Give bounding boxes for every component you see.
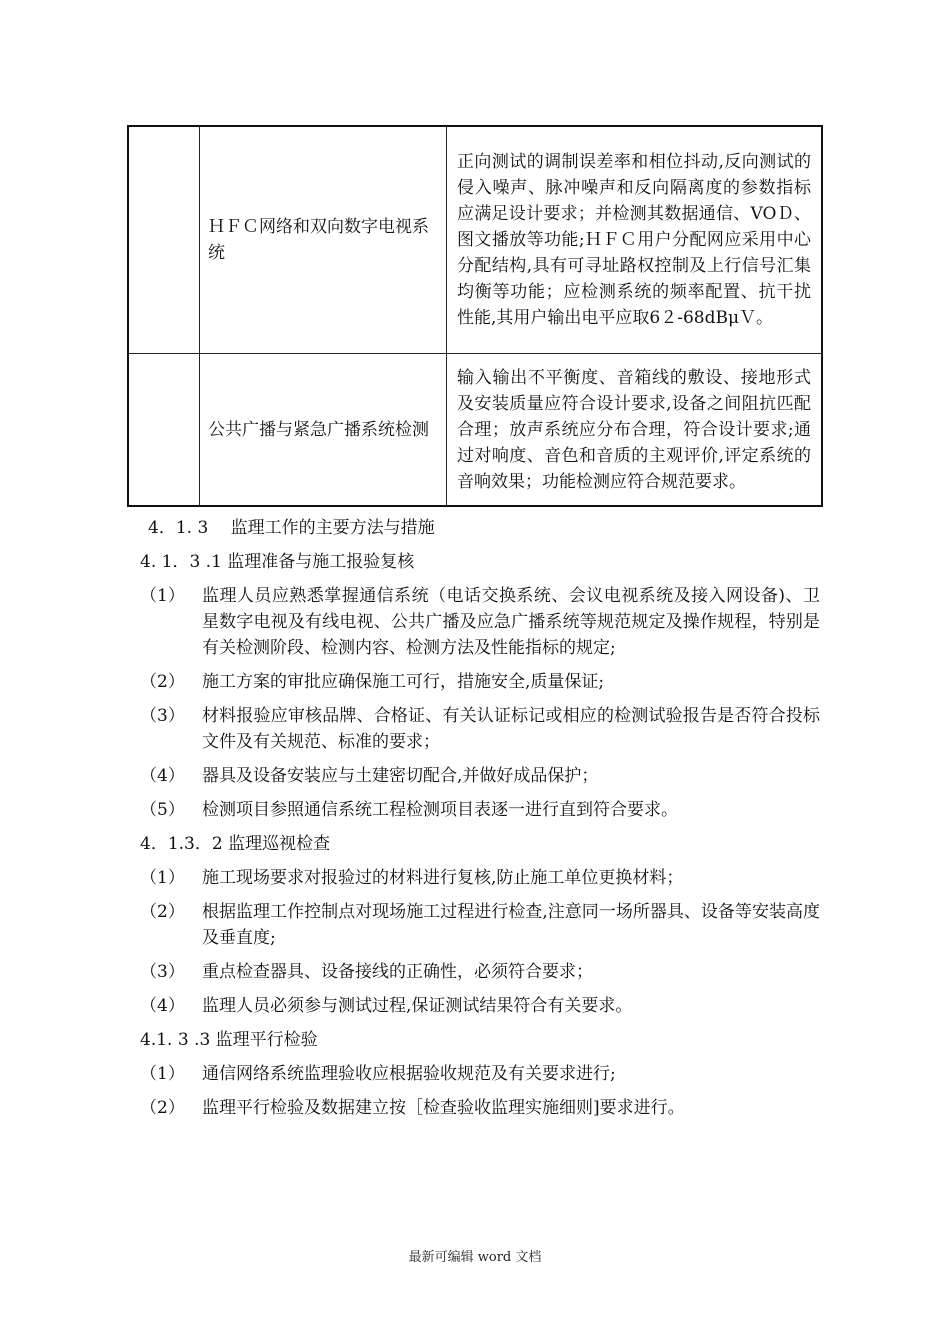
list-number: （3） xyxy=(140,962,185,982)
list-item xyxy=(140,865,820,891)
list-item xyxy=(140,1061,820,1087)
list-number: （1） xyxy=(140,1064,185,1084)
list-item xyxy=(140,669,820,695)
list-number: （5） xyxy=(140,800,185,820)
list-item xyxy=(140,959,820,985)
list-text: 施工方案的审批应确保施工可行，措施安全,质量保证; xyxy=(202,672,605,692)
table-row xyxy=(128,354,822,507)
list-item xyxy=(140,583,820,661)
list-text: 器具及设备安装应与土建密切配合,并做好成品保护； xyxy=(202,766,599,786)
table-row xyxy=(128,126,822,354)
list-text: 监理平行检验及数据建立按［检查验收监理实施细则]要求进行。 xyxy=(202,1098,685,1118)
document-body xyxy=(140,515,820,1129)
table-cell-blank xyxy=(128,126,200,354)
list-text: 监理人员必须参与测试过程,保证测试结果符合有关要求。 xyxy=(202,996,633,1016)
list-text: 通信网络系统监理验收应根据验收规范及有关要求进行; xyxy=(202,1064,616,1084)
list-number: （3） xyxy=(140,706,185,726)
list-number: （2） xyxy=(140,672,185,692)
list-number: （4） xyxy=(140,996,185,1016)
list-text: 重点检查器具、设备接线的正确性，必须符合要求； xyxy=(202,962,593,982)
table-cell-item: ＨＦＣ网络和双向数字电视系统 xyxy=(200,126,447,354)
list-item xyxy=(140,763,820,789)
list-text: 根据监理工作控制点对现场施工过程进行检查,注意同一场所器具、设备等安装高度及垂直度; xyxy=(202,902,820,948)
list-number: （4） xyxy=(140,766,185,786)
table-cell-requirement: 正向测试的调制误差率和相位抖动,反向测试的侵入噪声、脉冲噪声和反向隔离度的参数指标应满足设计要求；并检测其数据通信、VOＤ、图文播放等功能;ＨＦＣ用户分配网应采用中心分配结构,具有可寻址路权控制及上行信号汇集均衡等功能；应检测系统的频率配置、抗干扰性能,其用户输出电平应取6２-68dBμＶ。 xyxy=(447,126,823,354)
list-number: （2） xyxy=(140,902,185,922)
subsection-heading: 4．1.3．2 监理巡视检查 xyxy=(140,834,331,854)
list-number: （1） xyxy=(140,586,185,606)
list-text: 检测项目参照通信系统工程检测项目表逐一进行直到符合要求。 xyxy=(202,800,678,820)
subsection-heading: 4. 1．3 .1 监理准备与施工报验复核 xyxy=(140,552,415,572)
list-item xyxy=(140,899,820,951)
list-item xyxy=(140,1095,820,1121)
subsection-heading: 4.1. 3 .3 监理平行检验 xyxy=(140,1030,318,1050)
list-number: （2） xyxy=(140,1098,185,1118)
list-number: （1） xyxy=(140,868,185,888)
list-item xyxy=(140,703,820,755)
table-cell-requirement: 输入输出不平衡度、音箱线的敷设、接地形式及安装质量应符合设计要求,设备之间阻抗匹配合理；放声系统应分布合理，符合设计要求;通过对响度、音色和音质的主观评价,评定系统的音响效果；功能检测应符合规范要求。 xyxy=(447,354,823,507)
list-text: 监理人员应熟悉掌握通信系统（电话交换系统、会议电视系统及接入网设备)、卫星数字电视及有线电视、公共广播及应急广播系统等规范规定及操作规程，特别是有关检测阶段、检测内容、检测方法及性能指标的规定; xyxy=(202,586,820,658)
list-item xyxy=(140,797,820,823)
inspection-table xyxy=(127,125,823,507)
table-cell-blank xyxy=(128,354,200,507)
list-text: 施工现场要求对报验过的材料进行复核,防止施工单位更换材料； xyxy=(202,868,684,888)
table-cell-item: 公共广播与紧急广播系统检测 xyxy=(200,354,447,507)
list-text: 材料报验应审核品牌、合格证、有关认证标记或相应的检测试验报告是否符合投标文件及有关规范、标准的要求； xyxy=(202,706,820,752)
list-item xyxy=(140,993,820,1019)
section-heading: 4．1. 3 监理工作的主要方法与措施 xyxy=(148,518,435,538)
page-footer: 最新可编辑 word 文档 xyxy=(408,1250,542,1265)
